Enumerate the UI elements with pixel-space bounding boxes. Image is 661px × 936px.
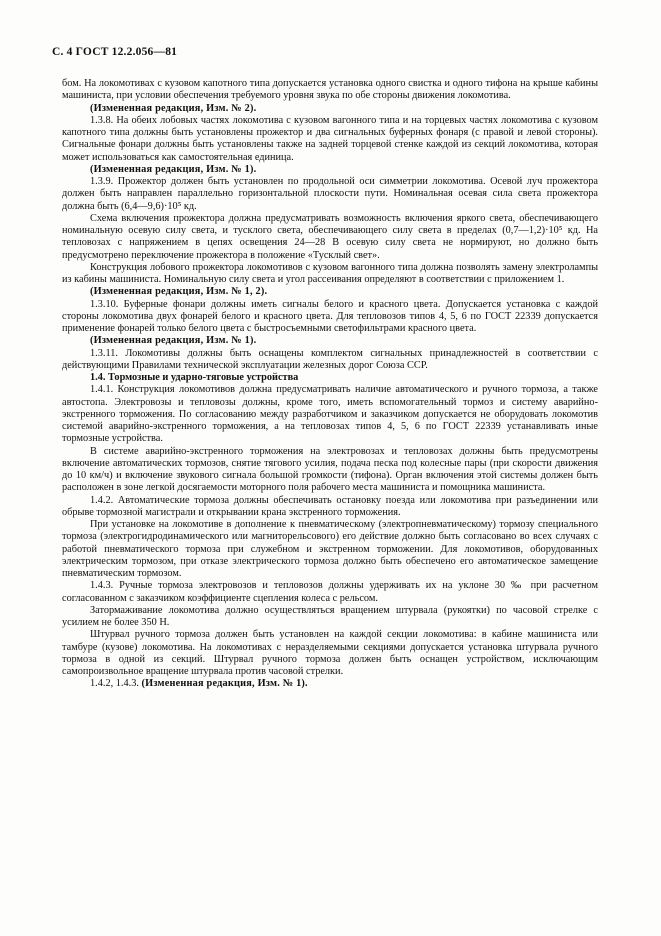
paragraph: В системе аварийно-экстренного торможения на электровозах и тепловозах должны быть предусмотрены включение автоматических тормозов, снятие тягового усилия, подача песка под колесные пары (при скорости движения до 10 км/ч) и включение звукового сигнала большой громкости (тифона). Орган включения этой системы должен быть расположен в зоне легкой досягаемости моторного поля рабочего места машиниста и помощника машиниста. (62, 445, 598, 494)
clause-reference: 1.4.2, 1.4.3. (90, 678, 142, 690)
section-heading: 1.4. Тормозные и ударно-тяговые устройства (90, 372, 299, 383)
clause-1-3-8: 1.3.8. На обеих лобовых частях локомотива с кузовом вагонного типа и на торцевых частях локомотива с кузовом капотного типа должны быть установлены прожектор и два сигнальных буферных фонаря (с правой и левой стороны). Сигнальные фонари должны быть установлены также на задней торцевой стенке каждой из секций локомотива, которая может использоваться как самостоятельная единица. (62, 114, 598, 163)
clause-1-3-9: 1.3.9. Прожектор должен быть установлен по продольной оси симметрии локомотива. Осевой луч прожектора должен быть направлен параллельно горизонтальной плоскости пути. Номинальная осевая сила света прожектора должна быть (6,4—9,6)·10⁵ кд. (62, 176, 598, 212)
paragraph: При установке на локомотиве в дополнение к пневматическому (электропневматическому) тормозу специального тормоза (электрогидродинамического или магниторельсового) его действие должно быть согласовано во всех случаях с работой пневматического тормоза при служебном и экстренном торможении. Для локомотивов, оборудованных электрическим тормозом, при отказе электрического тормоза должно быть обеспечено его автоматическое замещение пневматическим тормозом. (62, 519, 598, 579)
paragraph: Схема включения прожектора должна предусматривать возможность включения яркого света, обеспечивающего номинальную осевую силу света, и тусклого света, обеспечивающего силу света в пределах (0,7—1,2)·10⁵ кд. На тепловозах с напряжением в цепях освещения 24—28 В осевую силу света не нормируют, но должно быть предусмотрено переключение прожектора в положение «Тусклый свет». (62, 212, 598, 261)
amendment-note: (Измененная редакция, Изм. № 2). (90, 102, 257, 114)
clause-1-3-10: 1.3.10. Буферные фонари должны иметь сигналы белого и красного цвета. Допускается установка с каждой стороны локомотива двух фонарей белого и красного цвета. Для тепловозов типов 4, 5, 6 по ГОСТ 22339 допускается применение фонарей только белого цвета с быстросъемными светофильтрами красного цвета. (62, 298, 598, 334)
paragraph: бом. На локомотивах с кузовом капотного типа допускается установка одного свистка и одного тифона на крыше кабины машиниста, при условии обеспечения требуемого уровня звука по обе стороны движения локомотива. (62, 78, 598, 102)
page-header: С. 4 ГОСТ 12.2.056—81 (52, 46, 178, 58)
amendment-note: (Измененная редакция, Изм. № 1, 2). (90, 286, 268, 298)
amendment-note: (Измененная редакция, Изм. № 1). (90, 335, 257, 347)
clause-1-4-2: 1.4.2. Автоматические тормоза должны обеспечивать остановку поезда или локомотива при разъединении или обрыве тормозной магистрали и открывании крана экстренного торможения. (62, 494, 598, 518)
clause-1-3-11: 1.3.11. Локомотивы должны быть оснащены комплектом сигнальных принадлежностей в соответствии с действующими Правилами технической эксплуатации железных дорог Союза ССР. (62, 347, 598, 371)
paragraph: Штурвал ручного тормоза должен быть установлен на каждой секции локомотива: в кабине машиниста или тамбуре (кузове) локомотива. На локомотивах с неразделяемыми секциями допускается установка штурвала ручного тормоза в одной из секций. Штурвал ручного тормоза должен быть оснащен устройством, исключающим самопроизвольное вращение штурвала против часовой стрелки. (62, 629, 598, 677)
amendment-note: 1.4.2, 1.4.3. (Измененная редакция, Изм. № 1). (90, 678, 308, 690)
paragraph: Затормаживание локомотива должно осуществляться вращением штурвала (рукоятки) по часовой стрелке с усилием не более 350 Н. (62, 604, 598, 628)
document-body (62, 78, 598, 691)
paragraph: Конструкция лобового прожектора локомотивов с кузовом вагонного типа должна позволять замену электролампы из кабины машиниста. Номинальную силу света и угол рассеивания определяют в соответствии с приложением 1. (62, 261, 598, 285)
clause-1-4-3: 1.4.3. Ручные тормоза электровозов и тепловозов должны удерживать их на уклоне 30 ‰ при расчетном согласованном с заказчиком коэффициенте сцепления колеса с рельсом. (62, 580, 598, 604)
clause-1-4-1: 1.4.1. Конструкция локомотивов должна предусматривать наличие автоматического и ручного тормоза, а также автостопа. Электровозы и тепловозы должны, кроме того, иметь вспомогательный тормоз и систему аварийно-экстренного торможения. По согласованию между разработчиком и заказчиком допускается не оборудовать локомотив системой аварийно-экстренного торможения, а на тепловозах типов 4, 5, 6 по ГОСТ 22339 устанавливать иные тормозные устройства. (62, 384, 598, 445)
amendment-note: (Измененная редакция, Изм. № 1). (90, 163, 257, 175)
